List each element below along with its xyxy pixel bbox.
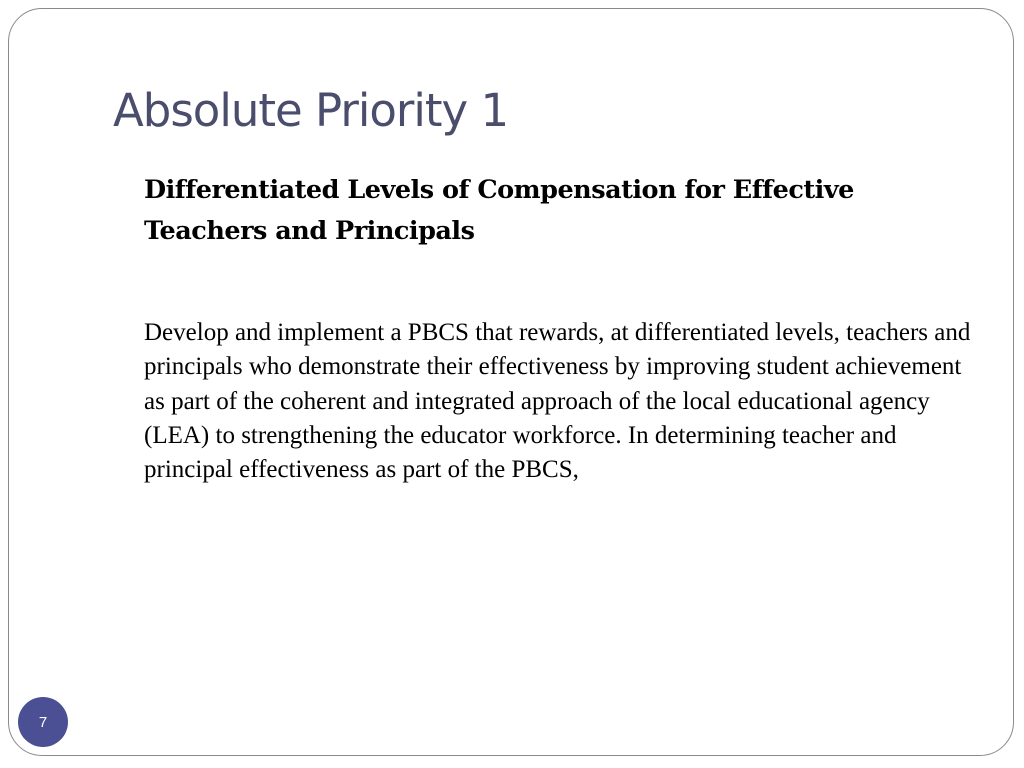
page-number: 7: [38, 713, 48, 731]
slide-title: Absolute Priority 1: [113, 84, 509, 137]
slide-subtitle: Differentiated Levels of Compensation for Effective Teachers and Principals: [144, 175, 854, 246]
page-number-badge: [18, 697, 68, 747]
slide-body-text: Develop and implement a PBCS that rewards, at differentiated levels, teachers and principals who demonstrate their effectiveness by improving student achievement as part of the coherent and integrated approach of the local educational agency (LEA) to strengthening the educator workforce. In determining teacher and principal effectiveness as part of the PBCS,: [144, 319, 971, 484]
